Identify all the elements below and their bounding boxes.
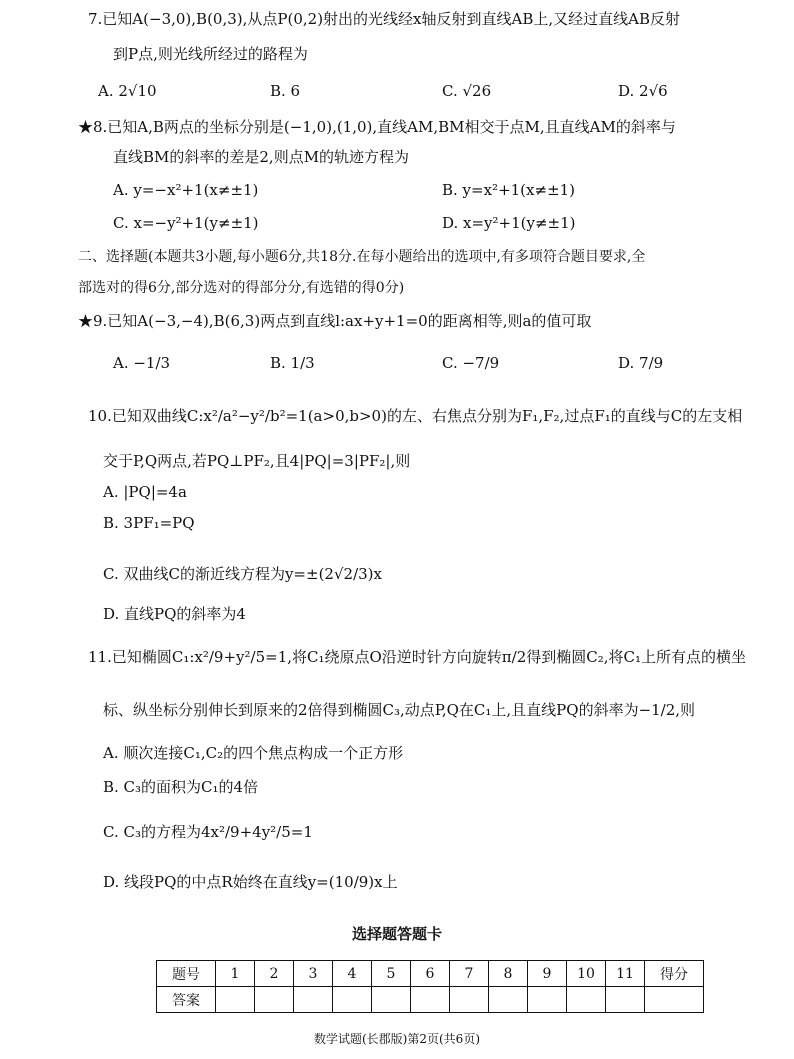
header-cell-5: 5 — [372, 961, 411, 987]
answer-card-table — [156, 960, 704, 1013]
q9-option-a: A. −1/3 — [113, 354, 171, 372]
score-cell[interactable] — [645, 987, 704, 1013]
header-cell-11: 11 — [606, 961, 645, 987]
header-cell-1: 1 — [216, 961, 255, 987]
answer-cell-5[interactable] — [372, 987, 411, 1013]
q7-option-c: C. √26 — [442, 82, 492, 100]
q8-stem-line2: 直线BM的斜率的差是2,则点M的轨迹方程为 — [113, 148, 410, 166]
answer-card-answer-row — [157, 987, 704, 1013]
answer-cell-3[interactable] — [294, 987, 333, 1013]
answer-cell-1[interactable] — [216, 987, 255, 1013]
answer-cell-7[interactable] — [450, 987, 489, 1013]
header-cell-10: 10 — [567, 961, 606, 987]
q11-stem-line1: 11.已知椭圆C₁:x²/9+y²/5=1,将C₁绕原点O沿逆时针方向旋转π/2得到椭圆C₂,将C₁上所有点的横坐 — [88, 648, 746, 666]
q11-option-d: D. 线段PQ的中点R始终在直线y=(10/9)x上 — [103, 873, 398, 891]
q10-option-c: C. 双曲线C的渐近线方程为y=±(2√2/3)x — [103, 565, 382, 583]
q10-stem-line1: 10.已知双曲线C:x²/a²−y²/b²=1(a>0,b>0)的左、右焦点分别为F₁,F₂,过点F₁的直线与C的左支相 — [88, 407, 743, 425]
q9-stem: ★9.已知A(−3,−4),B(6,3)两点到直线l:ax+y+1=0的距离相等,则a的值可取 — [78, 312, 592, 330]
q10-stem-line2: 交于P,Q两点,若PQ⊥PF₂,且4|PQ|=3|PF₂|,则 — [103, 452, 411, 470]
q7-option-a: A. 2√10 — [98, 82, 157, 100]
header-cell-9: 9 — [528, 961, 567, 987]
header-cell-7: 7 — [450, 961, 489, 987]
header-cell-6: 6 — [411, 961, 450, 987]
q10-option-d: D. 直线PQ的斜率为4 — [103, 605, 246, 623]
answer-cell-6[interactable] — [411, 987, 450, 1013]
q9-option-b: B. 1/3 — [270, 354, 315, 372]
answer-cell-9[interactable] — [528, 987, 567, 1013]
q7-stem-line1: 7.已知A(−3,0),B(0,3),从点P(0,2)射出的光线经x轴反射到直线AB上,又经过直线AB反射 — [88, 10, 680, 28]
answer-card-header-row — [157, 961, 704, 987]
q7-option-b: B. 6 — [270, 82, 301, 100]
answer-cell-2[interactable] — [255, 987, 294, 1013]
section-2-heading-line1: 二、选择题(本题共3小题,每小题6分,共18分.在每小题给出的选项中,有多项符合题目要求,全 — [78, 249, 646, 265]
header-cell-8: 8 — [489, 961, 528, 987]
answer-cell-10[interactable] — [567, 987, 606, 1013]
answer-cell-4[interactable] — [333, 987, 372, 1013]
answer-cell-8[interactable] — [489, 987, 528, 1013]
q11-option-c: C. C₃的方程为4x²/9+4y²/5=1 — [103, 823, 313, 841]
header-cell-3: 3 — [294, 961, 333, 987]
answer-card-title: 选择题答题卡 — [351, 925, 442, 943]
q10-option-b: B. 3PF₁=PQ — [103, 514, 195, 532]
header-cell-4: 4 — [333, 961, 372, 987]
q8-option-d: D. x=y²+1(y≠±1) — [442, 214, 576, 232]
answer-row-label: 答案 — [157, 987, 216, 1013]
page-footer: 数学试题(长郡版)第2页(共6页) — [314, 1032, 480, 1046]
header-cell-score: 得分 — [645, 961, 704, 987]
q8-option-c: C. x=−y²+1(y≠±1) — [113, 214, 259, 232]
answer-cell-11[interactable] — [606, 987, 645, 1013]
q8-option-a: A. y=−x²+1(x≠±1) — [113, 181, 259, 199]
q7-stem-line2: 到P点,则光线所经过的路程为 — [113, 45, 308, 63]
section-2-heading-line2: 部选对的得6分,部分选对的得部分分,有选错的得0分) — [78, 280, 405, 296]
q8-stem-line1: ★8.已知A,B两点的坐标分别是(−1,0),(1,0),直线AM,BM相交于点M,且直线AM的斜率与 — [78, 118, 676, 136]
q10-option-a: A. |PQ|=4a — [103, 483, 187, 501]
q8-option-b: B. y=x²+1(x≠±1) — [442, 181, 576, 199]
q9-option-c: C. −7/9 — [442, 354, 500, 372]
header-cell-2: 2 — [255, 961, 294, 987]
header-cell-label: 题号 — [157, 961, 216, 987]
q7-option-d: D. 2√6 — [618, 82, 668, 100]
q11-stem-line2: 标、纵坐标分别伸长到原来的2倍得到椭圆C₃,动点P,Q在C₁上,且直线PQ的斜率为−1/2,则 — [103, 701, 696, 719]
q9-option-d: D. 7/9 — [618, 354, 664, 372]
q11-option-b: B. C₃的面积为C₁的4倍 — [103, 778, 259, 796]
q11-option-a: A. 顺次连接C₁,C₂的四个焦点构成一个正方形 — [103, 744, 404, 762]
